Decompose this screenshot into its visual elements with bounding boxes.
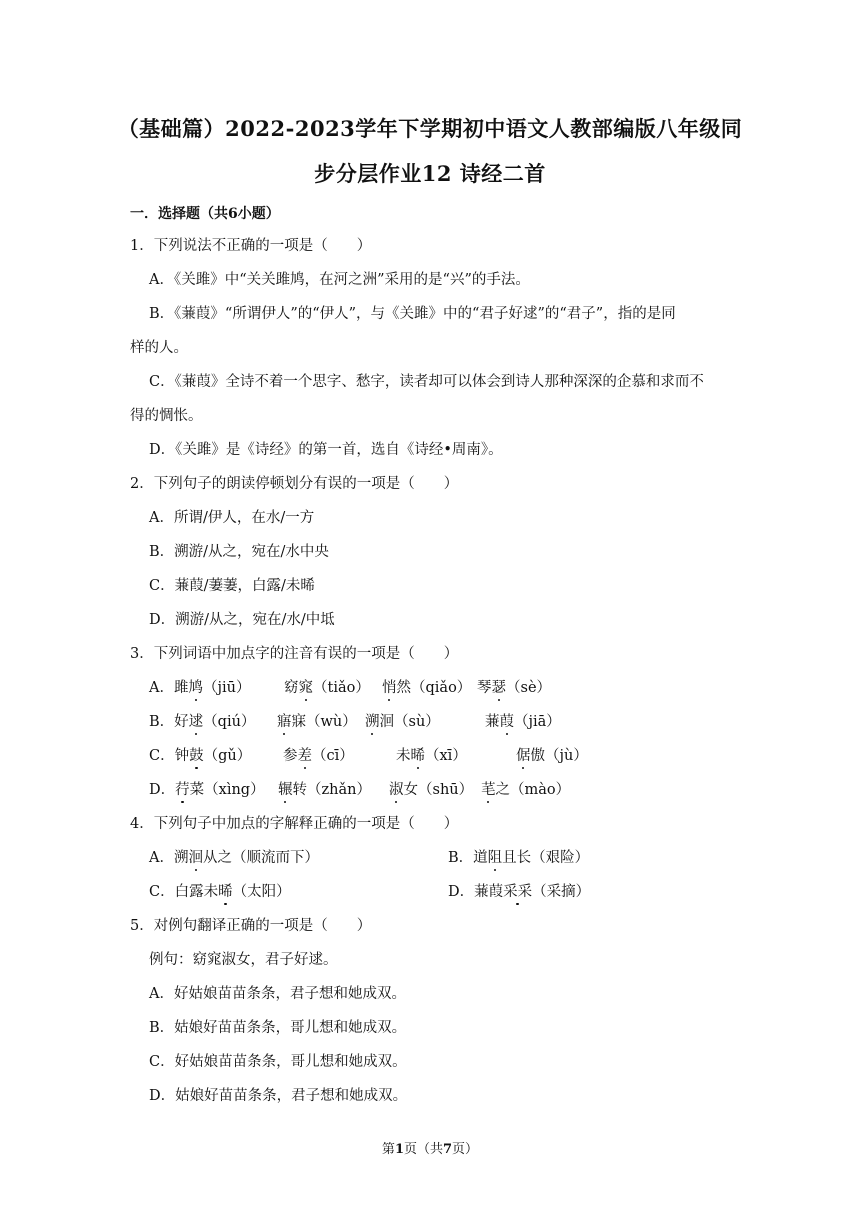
question-4-stem: 4．下列句子中加点的字解释正确的一项是（ ）: [130, 816, 459, 832]
question-3-option-a-word-3: 悄然（qiǎo）: [382, 680, 472, 696]
question-3-stem: 3．下列词语中加点字的注音有误的一项是（ ）: [130, 646, 459, 662]
question-3-option-b-word-2: 寤寐（wù）: [277, 714, 357, 730]
question-2-option-d: D．溯游/从之，宛在/水/中坻: [149, 612, 335, 628]
question-3-option-d: D．荇菜（xìng）: [149, 782, 265, 798]
question-2-option-b: B．溯游/从之，宛在/水中央: [149, 544, 329, 560]
question-1-stem: 1．下列说法不正确的一项是（ ）: [130, 238, 372, 254]
section-heading: 一．选择题（共6小题）: [130, 206, 280, 222]
question-3-option-b: B．好逑（qiú）: [149, 714, 256, 730]
question-1-option-a: A．《关雎》中“关关雎鸠，在河之洲”采用的是“兴”的手法。: [149, 272, 530, 288]
question-3-option-d-word-2: 辗转（zhǎn）: [278, 782, 371, 798]
total-page-count: 7: [443, 1142, 453, 1157]
question-1-option-d: D．《关雎》是《诗经》的第一首，选自《诗经•周南》。: [149, 442, 503, 458]
question-5-option-b: B．姑娘好苗苗条条，哥儿想和她成双。: [149, 1020, 407, 1036]
question-1-option-b: B．《蒹葭》“所谓伊人”的“伊人”，与《关雎》中的“君子好逑”的“君子”，指的是同: [149, 306, 676, 322]
question-1-option-c: C．《蒹葭》全诗不着一个思字、愁字，读者却可以体会到诗人那种深深的企慕和求而不: [149, 374, 704, 390]
question-4-option-a: A．溯洄从之（顺流而下）: [149, 850, 319, 866]
question-5-option-d: D．姑娘好苗苗条条，君子想和她成双。: [149, 1088, 408, 1104]
document-title-line-1: （基础篇）2022-2023学年下学期初中语文人教部编版八年级同: [117, 116, 743, 141]
question-1-option-b-continued: 样的人。: [130, 340, 188, 356]
question-3-option-c-word-2: 参差（cī）: [283, 748, 354, 764]
question-4-option-b: B．道阻且长（艰险）: [448, 850, 590, 866]
current-page-number: 1: [394, 1142, 404, 1157]
question-2-option-c: C．蒹葭/萋萋，白露/未晞: [149, 578, 315, 594]
question-3-option-d-word-4: 芼之（mào）: [481, 782, 571, 798]
question-5-option-c: C．好姑娘苗苗条条，哥儿想和她成双。: [149, 1054, 407, 1070]
question-4-option-d: D．蒹葭采采（采摘）: [448, 884, 591, 900]
document-title-line-2: 步分层作业12 诗经二首: [314, 161, 546, 186]
question-5-option-a: A．好姑娘苗苗条条，君子想和她成双。: [149, 986, 406, 1002]
question-2-stem: 2．下列句子的朗读停顿划分有误的一项是（ ）: [130, 476, 459, 492]
question-1-option-c-continued: 得的惆怅。: [130, 408, 203, 424]
question-3-option-a-word-4: 琴瑟（sè）: [477, 680, 552, 696]
question-3-option-c-word-4: 倨傲（jù）: [516, 748, 588, 764]
question-3-option-b-word-4: 蒹葭（jiā）: [485, 714, 561, 730]
question-5-example: 例句：窈窕淑女，君子好逑。: [149, 952, 338, 968]
question-3-option-d-word-3: 淑女（shū）: [389, 782, 474, 798]
question-4-option-c: C．白露未晞（太阳）: [149, 884, 291, 900]
question-2-option-a: A．所谓/伊人，在水/一方: [149, 510, 315, 526]
question-3-option-a: A．雎鸠（jiū）: [149, 680, 251, 696]
question-3-option-b-word-3: 溯洄（sù）: [365, 714, 440, 730]
question-3-option-a-word-2: 窈窕（tiǎo）: [284, 680, 370, 696]
question-3-option-c-word-3: 未晞（xī）: [396, 748, 467, 764]
question-3-option-c: C．钟鼓（gǔ）: [149, 748, 252, 764]
question-5-stem: 5．对例句翻译正确的一项是（ ）: [130, 918, 372, 934]
page-footer: 第1页（共7页）: [381, 1142, 479, 1157]
